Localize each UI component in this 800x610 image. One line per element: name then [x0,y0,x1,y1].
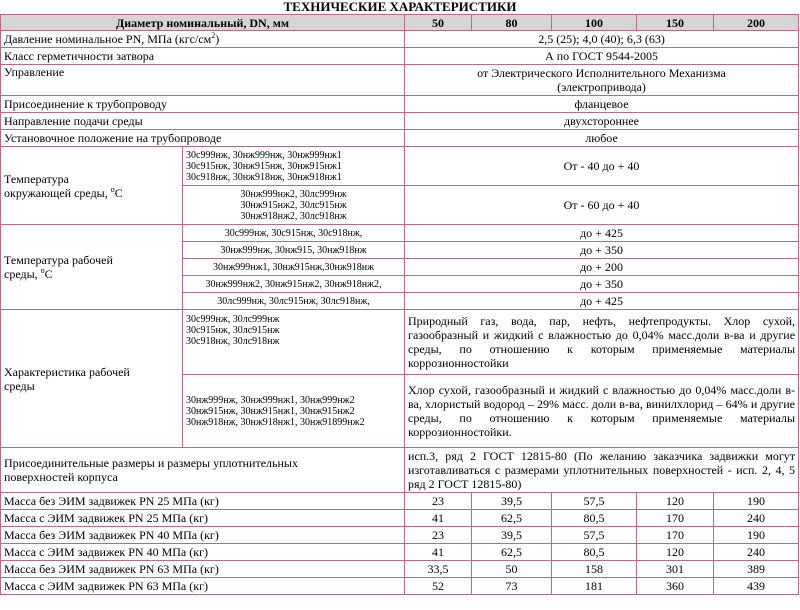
mass-value: 62,5 [472,544,552,561]
worktemp-value-2: до + 350 [405,242,799,259]
ambient-value-1: От - 40 до + 40 [405,147,799,186]
medium-label: Характеристика рабочей среды [1,310,183,448]
mass-value: 52 [405,578,472,595]
medium-models-1: 30с999нж, 30лс999нж 30с915нж, 30лс915нж 30с918нж, 30лс918нж [183,310,405,375]
mass-value: 120 [637,544,714,561]
worktemp-row-1 [1,225,799,242]
pressure-label: Давление номинальное PN, МПа $(кгс/см^2)$ [1,31,405,48]
worktemp-value-3: до + 200 [405,259,799,276]
mass-value: 158 [552,561,637,578]
ambient-row-1 [1,147,799,186]
mass-value: 57,5 [552,527,637,544]
mass-row [1,493,799,510]
ambient-models-1: 30с999нж, 30нж999нж, 30нж999нж1 30с915нж, 30нж915нж, 30нж915нж1 30с918нж, 30нж918нж, 30нж918нж1 [183,147,405,186]
mass-row [1,544,799,561]
worktemp-models-5: 30лс999нж, 30лс915нж, 30лс918нж, [183,293,405,310]
ambient-models-2: 30нж999нж2, 30лс999нж 30нж915нж2, 30лс915нж 30нж918нж2, 30лс918нж [183,186,405,225]
worktemp-models-3: 30нж999нж1, 30нж915нж,30нж918нж [183,259,405,276]
mass-value: 120 [637,493,714,510]
connection-label: Присоединение к трубопроводу [1,96,405,113]
header-dn-50: 50 [405,15,472,31]
mass-label: Масса с ЭИМ задвижек PN 40 МПа (кг) [1,544,405,561]
mass-label: Масса без ЭИМ задвижек PN 40 МПа (кг) [1,527,405,544]
position-row [1,130,799,147]
mass-value: 62,5 [472,510,552,527]
flow-label: Направление подачи среды [1,113,405,130]
header-dn-200: 200 [714,15,799,31]
worktemp-value-5: до + 425 [405,293,799,310]
worktemp-models-2: 30нж999нж, 30нж915, 30нж918нж [183,242,405,259]
mass-value: 439 [714,578,799,595]
tightness-row [1,48,799,65]
worktemp-value-1: до + 425 [405,225,799,242]
mass-value: 360 [637,578,714,595]
mass-value: 301 [637,561,714,578]
medium-value-2: Хлор сухой, газообразный и жидкий с влажностью до 0,04% масс.доли в-ва, хлористый водород – 29% масс. доли в-ва, винилхлорид – 64% и другие среды, по отношению к которым применяемые материалы коррозионностойки. [405,375,799,448]
mass-value: 190 [714,493,799,510]
mass-label: Масса с ЭИМ задвижек PN 63 МПа (кг) [1,578,405,595]
worktemp-models-1: 30с999нж, 30с915нж, 30с918нж, [183,225,405,242]
mass-value: 39,5 [472,527,552,544]
header-label: Диаметр номинальный, DN, мм [1,15,405,31]
mass-label: Масса без ЭИМ задвижек PN 63 МПа (кг) [1,561,405,578]
mass-value: 80,5 [552,544,637,561]
medium-models-2: 30нж999нж, 30нж999нж1, 30нж999нж2 30нж915нж, 30нж915нж1, 30нж915нж2 30нж918нж, 30нж918нж1, 30нж91899нж2 [183,375,405,448]
mass-row [1,510,799,527]
worktemp-models-4: 30нж999нж2, 30нж915нж2, 30нж918нж2, [183,276,405,293]
mass-value: 33,5 [405,561,472,578]
mass-value: 73 [472,578,552,595]
mass-value: 181 [552,578,637,595]
position-label: Установочное положение на трубопроводе [1,130,405,147]
tightness-value: А по ГОСТ 9544-2005 [405,48,799,65]
mass-value: 23 [405,527,472,544]
header-dn-100: 100 [552,15,637,31]
mass-value: 170 [637,527,714,544]
mass-value: 389 [714,561,799,578]
tightness-label: Класс герметичности затвора [1,48,405,65]
specs-table [0,14,799,595]
mass-value: 39,5 [472,493,552,510]
header-dn-80: 80 [472,15,552,31]
flow-value: двухстороннее [405,113,799,130]
pressure-row [1,31,799,48]
mass-value: 190 [714,527,799,544]
dimensions-label: Присоединительные размеры и размеры уплотнительных поверхностей корпуса [1,448,405,493]
dimensions-value: исп.3, ряд 2 ГОСТ 12815-80 (По желанию заказчика задвижки могут изготавливаться с размерами уплотнительных поверхностей - исп. 2, 4, 5 ряд 2 ГОСТ 12815-80) [405,448,799,493]
mass-row [1,578,799,595]
worktemp-value-4: до + 350 [405,276,799,293]
dimensions-row [1,448,799,493]
mass-row [1,527,799,544]
mass-value: 240 [714,510,799,527]
worktemp-label: Температура рабочей среды, $^o$С [1,225,183,310]
pressure-value: 2,5 (25); 4,0 (40); 6,3 (63) [405,31,799,48]
connection-value: фланцевое [405,96,799,113]
ambient-value-2: От - 60 до + 40 [405,186,799,225]
mass-value: 41 [405,544,472,561]
mass-label: Масса без ЭИМ задвижек PN 25 МПа (кг) [1,493,405,510]
control-row [1,65,799,96]
flow-row [1,113,799,130]
medium-value-1: Природный газ, вода, пар, нефть, нефтепродукты. Хлор сухой, газообразный и жидкий с влажностью до 0,04% масс.доли в-ва и другие среды, по отношению к которым применяемые материалы коррозионностойки [405,310,799,375]
control-value: от Электрического Исполнительного Механизма (электропривода) [405,65,799,96]
position-value: любое [405,130,799,147]
mass-value: 80,5 [552,510,637,527]
mass-value: 240 [714,544,799,561]
ambient-label: Температура окружающей среды, $^o$С [1,147,183,225]
page-title: ТЕХНИЧЕСКИЕ ХАРАКТЕРИСТИКИ [283,0,517,14]
mass-value: 50 [472,561,552,578]
medium-row-1 [1,310,799,375]
mass-value: 41 [405,510,472,527]
mass-row [1,561,799,578]
control-label: Управление [1,65,405,96]
connection-row [1,96,799,113]
header-row [1,15,799,31]
header-dn-150: 150 [637,15,714,31]
mass-value: 170 [637,510,714,527]
mass-label: Масса с ЭИМ задвижек PN 25 МПа (кг) [1,510,405,527]
mass-value: 57,5 [552,493,637,510]
mass-value: 23 [405,493,472,510]
